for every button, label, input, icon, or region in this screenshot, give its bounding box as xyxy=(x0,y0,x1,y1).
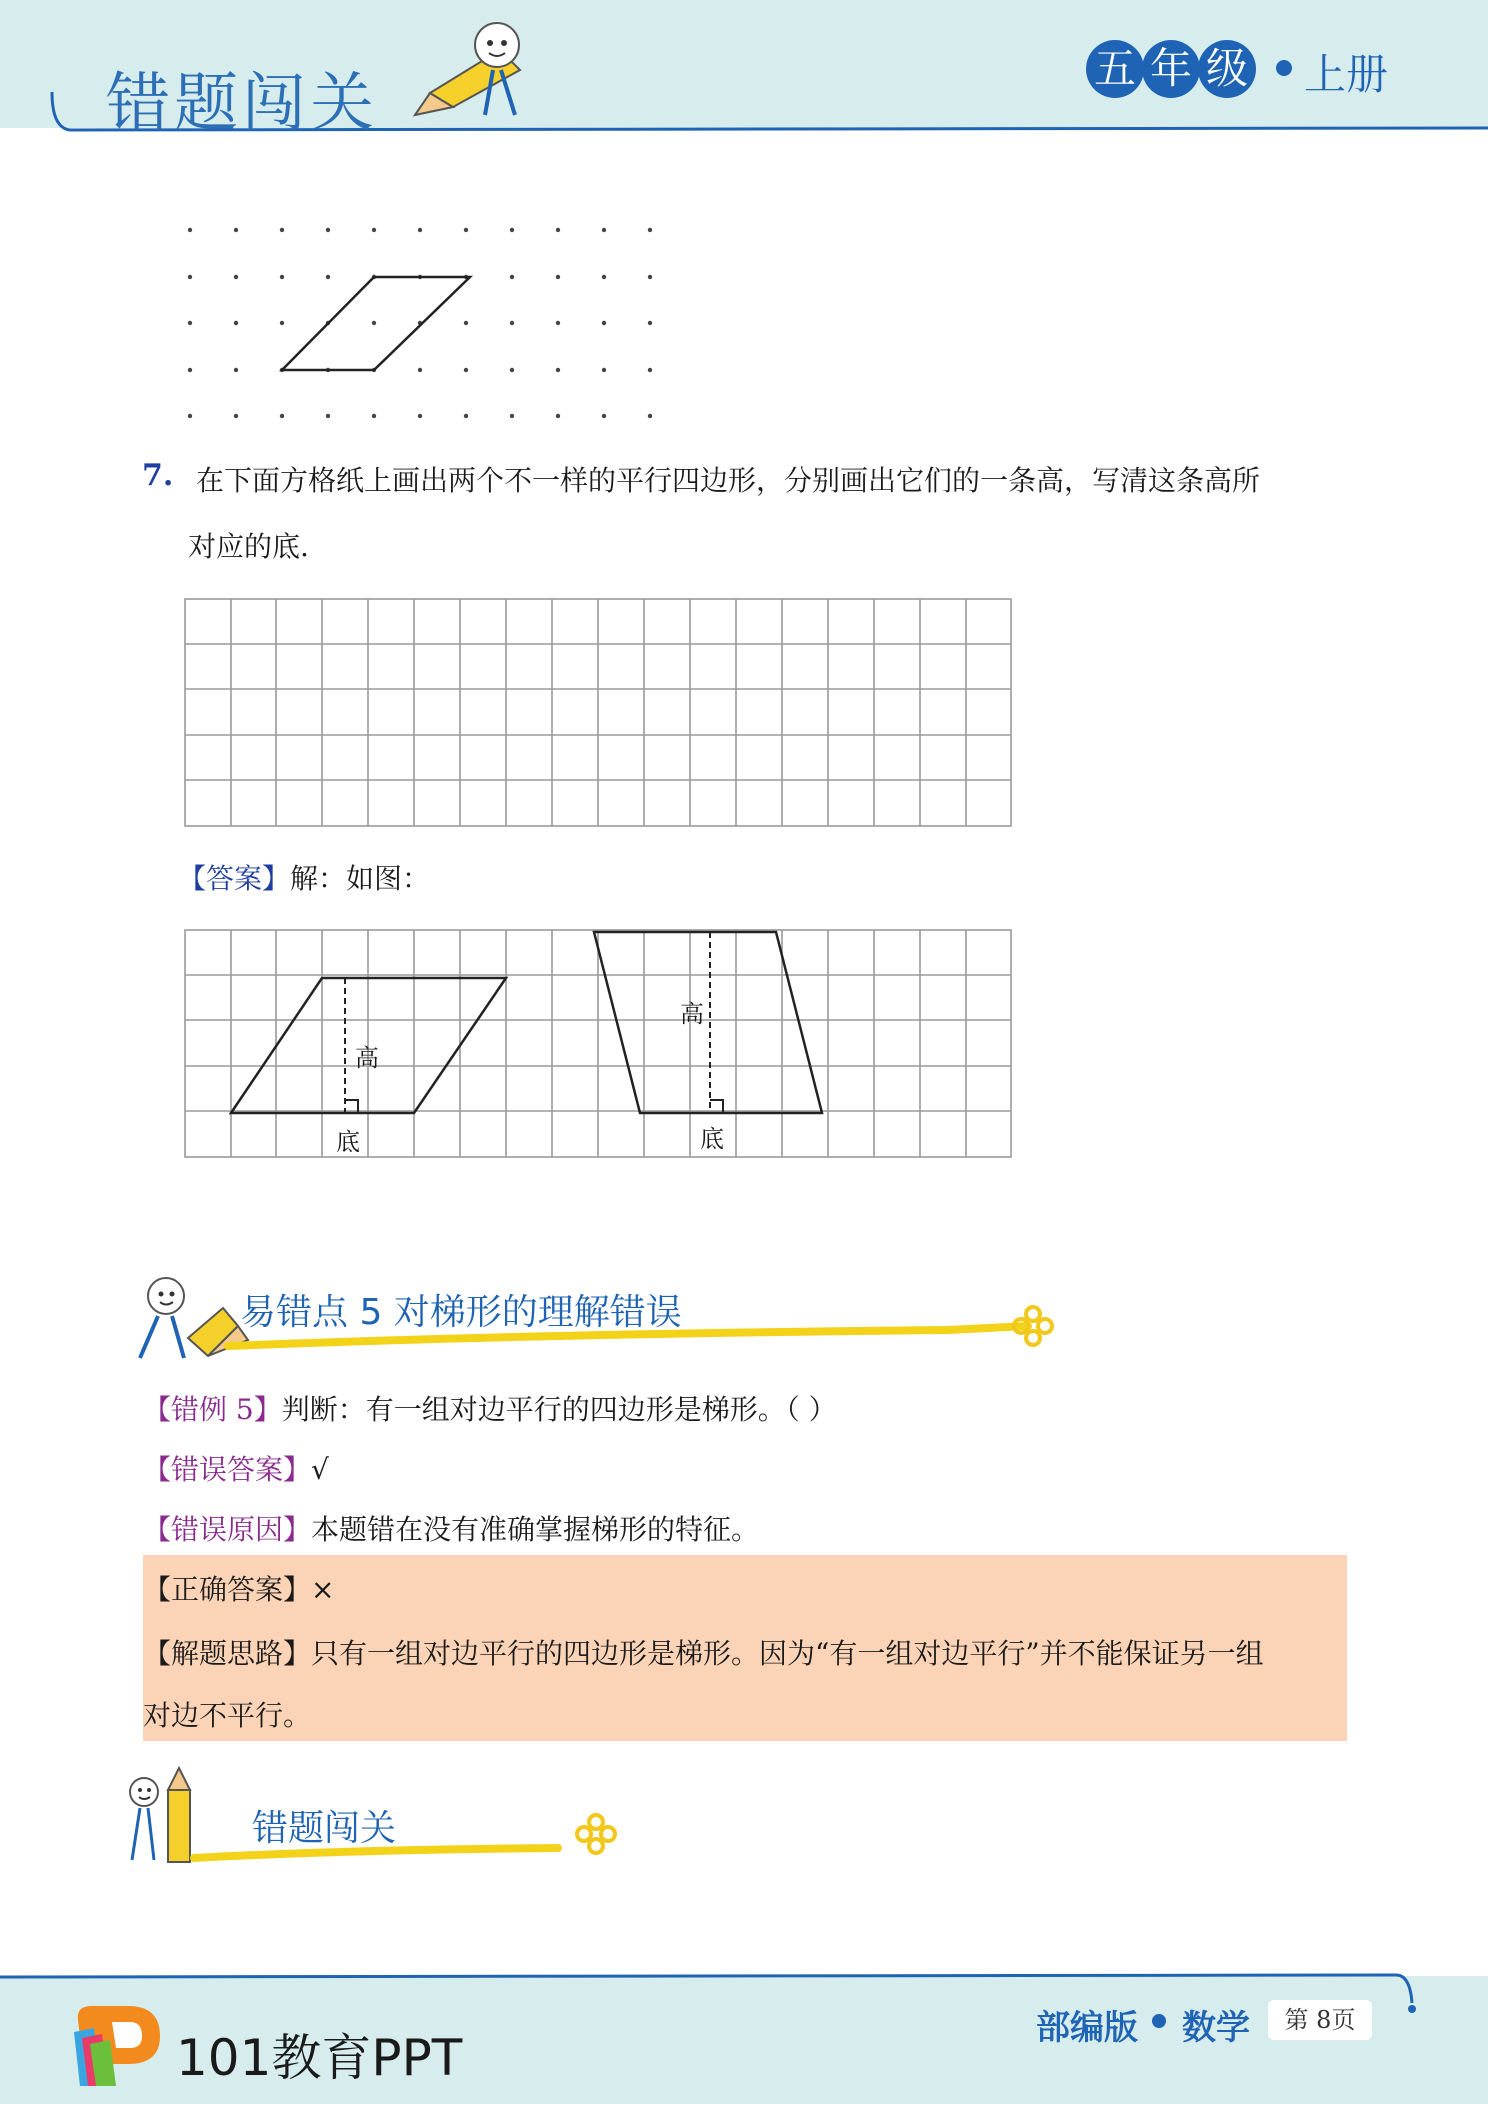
answer-square-grid xyxy=(184,929,1014,1161)
next-section-title: 错题闯关 xyxy=(252,1808,397,1849)
footer-dot xyxy=(1152,2014,1166,2028)
height-label-right: 高 xyxy=(680,1000,704,1028)
answer-line xyxy=(178,846,430,912)
dot-row xyxy=(188,228,652,418)
header-title: 错题闯关 xyxy=(106,67,378,141)
footer-top-line xyxy=(0,1965,1488,2025)
subject-label: 数学 xyxy=(1182,2008,1250,2048)
edition-label: 部编版 xyxy=(1036,2008,1138,2048)
question-number: 7. xyxy=(142,458,174,493)
wrong-reason-text: 本题错在没有准确掌握梯形的特征。 xyxy=(311,1513,760,1546)
parallelogram-right xyxy=(594,932,822,1113)
answer-label: 【答案】 xyxy=(178,862,291,895)
wrong-answer-label: 【错误答案】 xyxy=(143,1453,312,1486)
pencil-mascot-icon xyxy=(405,15,545,125)
wrong-answer-text: √ xyxy=(311,1453,329,1486)
brand-name: 101教育PPT xyxy=(176,2029,463,2087)
example-line xyxy=(143,1388,837,1428)
base-label-left: 底 xyxy=(336,1128,360,1156)
answer-text: 解：如图： xyxy=(290,862,431,895)
section-title: 易错点 5 对梯形的理解错误 xyxy=(240,1292,682,1333)
example-label: 【错例 5】 xyxy=(143,1393,282,1426)
grade-char-2: 年 xyxy=(1142,40,1200,98)
wrong-reason-line xyxy=(143,1508,759,1548)
grade-char-3: 级 xyxy=(1198,40,1256,98)
grade-char-1: 五 xyxy=(1086,40,1144,98)
mascot-with-pencil-icon xyxy=(130,1768,190,1862)
book-volume: 上册 xyxy=(1304,50,1389,99)
brand-logo-icon xyxy=(68,1998,168,2090)
solution-text-line1: 只有一组对边平行的四边形是梯形。因为“有一组对边平行”并不能保证另一组 xyxy=(311,1637,1264,1670)
correct-answer-label: 【正确答案】 xyxy=(143,1573,312,1606)
solution-text-line2: 对边不平行。 xyxy=(143,1699,312,1732)
base-label-right: 底 xyxy=(700,1125,724,1153)
wrong-answer-line xyxy=(143,1448,329,1488)
solution-line1 xyxy=(143,1632,1264,1672)
flower-icon xyxy=(577,1815,615,1853)
height-label-left: 高 xyxy=(355,1044,379,1072)
wrong-reason-label: 【错误原因】 xyxy=(143,1513,312,1546)
blank-square-grid xyxy=(184,598,1014,830)
question-text-line2: 对应的底. xyxy=(188,530,309,563)
grade-dot xyxy=(1276,60,1292,76)
dot-grid-figure xyxy=(180,215,670,425)
question-text-line1: 在下面方格纸上画出两个不一样的平行四边形，分别画出它们的一条高，写清这条高所 xyxy=(196,464,1261,497)
correct-answer-line xyxy=(143,1568,334,1608)
example-text: 判断：有一组对边平行的四边形是梯形。（ ） xyxy=(281,1393,837,1426)
page-number-tag: 第 8页 xyxy=(1268,2000,1372,2040)
solution-label: 【解题思路】 xyxy=(143,1637,312,1670)
correct-answer-text: × xyxy=(311,1573,335,1606)
